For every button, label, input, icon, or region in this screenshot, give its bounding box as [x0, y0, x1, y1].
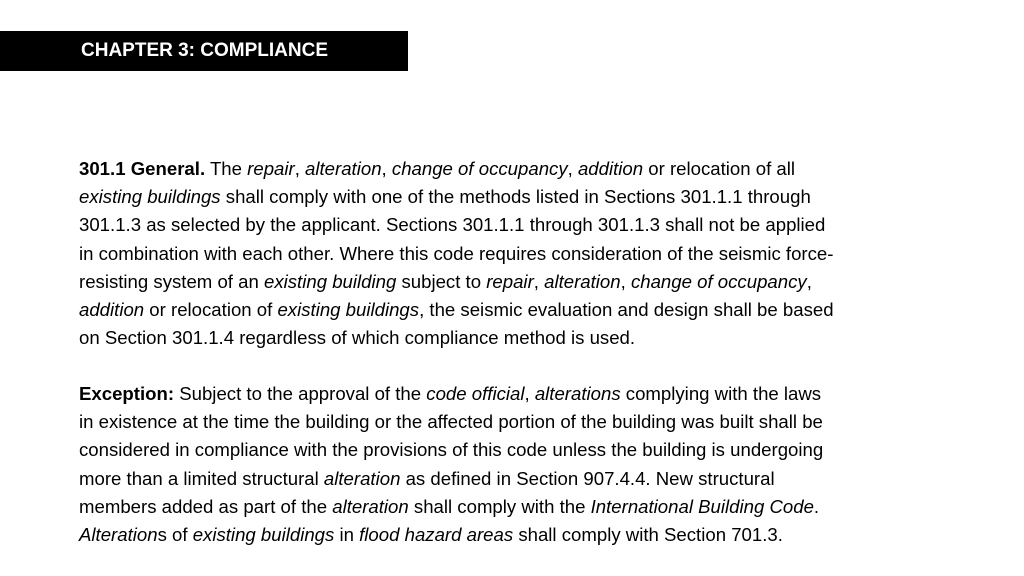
text-line: resisting system of an existing building subject to repair, alteration, change of occupancy, — [79, 270, 812, 292]
text-line: members added as part of the alteration shall comply with the International Building Code. — [79, 495, 820, 517]
text-line: Exception: Subject to the approval of the code official, alterations complying with the laws — [79, 383, 822, 404]
text-line: addition or relocation of existing buildings, the seismic evaluation and design shall be based — [79, 299, 834, 321]
chapter-header-bar — [0, 31, 408, 71]
section-heading: 301.1 General. — [79, 158, 206, 179]
section-301-1-general — [79, 155, 959, 352]
chapter-title: CHAPTER 3: COMPLIANCE — [81, 40, 329, 61]
text-line: 301.1 General. The repair, alteration, change of occupancy, addition or relocation of all — [79, 158, 796, 179]
text-line: in existence at the time the building or the affected portion of the building was built shall be — [79, 411, 823, 433]
text-line: considered in compliance with the provisions of this code unless the building is undergoing — [79, 439, 824, 461]
text-line: Alterations of existing buildings in flood hazard areas shall comply with Section 701.3. — [79, 524, 783, 546]
text-line: on Section 301.1.4 regardless of which compliance method is used. — [79, 327, 636, 349]
text-line: 301.1.3 as selected by the applicant. Sections 301.1.1 through 301.1.3 shall not be applied — [79, 214, 826, 236]
exception-heading: Exception: — [79, 383, 175, 404]
text-line: in combination with each other. Where this code requires consideration of the seismic force- — [79, 242, 834, 264]
text-line: more than a limited structural alteration as defined in Section 907.4.4. New structural — [79, 467, 775, 489]
exception-paragraph — [79, 380, 959, 549]
text-line: existing buildings shall comply with one of the methods listed in Sections 301.1.1 through — [79, 186, 811, 208]
